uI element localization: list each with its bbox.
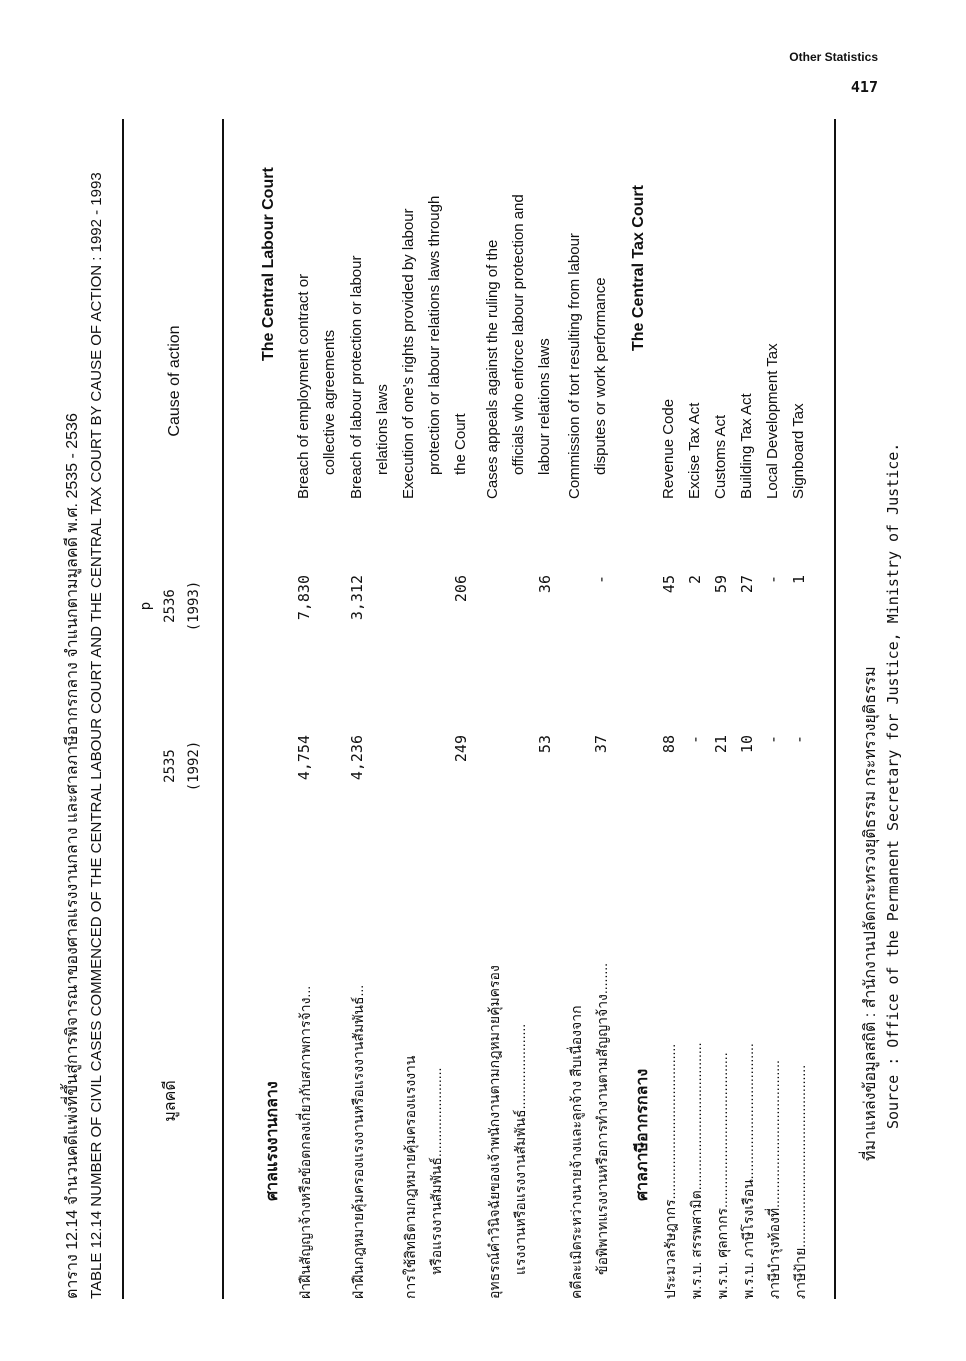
section-title-labour-thai: ศาลแรงงานกลาง (264, 1081, 281, 1201)
row-value-1992: 249 (452, 735, 470, 763)
row-cause-thai: แรงงานหรือแรงงานสัมพันธ์...................... (512, 1023, 528, 1275)
row-value-1992: 4,754 (295, 735, 313, 781)
col-header-1993: (1993) (186, 580, 202, 632)
col-header-1992: (1992) (186, 740, 202, 792)
row-value-1993: - (592, 575, 610, 585)
row-cause-english: the Court (452, 413, 469, 475)
row-value-1993: - (764, 575, 782, 585)
table-title-thai: ตาราง 12.14 จำนวนคดีแพ่งที่ขึ้นสู่การพิจารณาของศาลแรงงานกลาง และศาลภาษีอากรกลาง จำแนกตามมูลคดี พ.ศ. 2535 - 2536 (64, 413, 81, 1299)
col-header-cause-thai: มูลคดี (162, 1080, 179, 1122)
section-title-tax-thai: ศาลภาษีอากรกลาง (634, 1068, 651, 1201)
col-header-2536: 2536 (162, 589, 178, 623)
row-cause-thai: หรือแรงงานสัมพันธ์....................... (428, 1067, 444, 1275)
col-header-cause-english: Cause of action (166, 325, 183, 437)
row-value-1992: 53 (536, 735, 554, 754)
top-rule (122, 119, 124, 1299)
bottom-rule (834, 119, 836, 1299)
row-cause-thai: ข้อพิพาทแรงงานหรือการทำงานตามสัญญาจ้าง........ (594, 962, 610, 1275)
row-cause-english: officials who enforce labour protection and (510, 194, 527, 475)
section-title-tax-english: The Central Tax Court (630, 185, 647, 351)
row-value-1993: 27 (738, 575, 756, 594)
row-cause-thai: การใช้สิทธิตามกฎหมายคุ้มครองแรงงาน (402, 1055, 418, 1299)
col-header-2535: 2535 (162, 749, 178, 783)
row-cause-english: Local Development Tax (764, 343, 781, 499)
row-value-1992: 88 (660, 735, 678, 754)
row-cause-english: Cases appeals against the ruling of the (484, 239, 501, 499)
row-value-1993: 36 (536, 575, 554, 594)
row-cause-english: relations laws (374, 384, 391, 475)
col-header-preliminary: p (138, 601, 154, 611)
table-title-english: TABLE 12.14 NUMBER OF CIVIL CASES COMMENCED OF THE CENTRAL LABOUR COURT AND THE CENTRAL TAX COURT BY CAUSE OF ACTION : 1992 - 1993 (88, 172, 105, 1299)
row-cause-thai: คดีละเมิดระหว่างนายจ้างและลูกจ้าง สืบเนื่องจาก (568, 1005, 584, 1299)
row-cause-thai: พ.ร.บ. ภาษีโรงเรือน................................... (740, 1043, 756, 1299)
row-cause-english: Signboard Tax (790, 403, 807, 499)
row-value-1992: - (764, 735, 782, 745)
row-value-1992: - (686, 735, 704, 745)
row-value-1993: 2 (686, 575, 704, 585)
row-cause-thai: พ.ร.บ. สรรพสามิต...................................... (688, 1042, 704, 1299)
row-value-1993: 45 (660, 575, 678, 594)
row-cause-thai: ภาษีบำรุงท้องที่...................................... (766, 1060, 782, 1299)
row-value-1993: 3,312 (348, 575, 366, 621)
row-cause-thai: ฝ่าฝืนสัญญาจ้างหรือข้อตกลงเกี่ยวกับสภาพการจ้าง... (297, 985, 313, 1299)
row-value-1992: 4,236 (348, 735, 366, 781)
row-value-1993: 7,830 (295, 575, 313, 621)
row-cause-english: Revenue Code (660, 398, 677, 499)
row-cause-english: Customs Act (712, 414, 729, 499)
row-cause-english: Execution of one's rights provided by labour (400, 208, 417, 499)
row-cause-english: Commission of tort resulting from labour (566, 233, 583, 499)
row-cause-english: collective agreements (321, 329, 338, 475)
section-title-labour-english: The Central Labour Court (260, 167, 277, 361)
row-value-1993: 1 (790, 575, 808, 585)
row-cause-thai: ประมวลรัษฎากร........................................ (662, 1043, 678, 1299)
row-cause-thai: ภาษีป้าย............................................... (792, 1064, 808, 1299)
row-value-1992: 21 (712, 735, 730, 754)
source-english: Source : Office of the Permanent Secretary for Justice, Ministry of Justice. (884, 442, 902, 1129)
page-number: 417 (850, 78, 878, 96)
source-thai: ที่มาแหล่งข้อมูลสถิติ : สำนักงานปลัดกระทรวงยุติธรรม กระทรวงยุติธรรม (862, 666, 879, 1161)
row-cause-thai: ฝ่าฝืนกฎหมายคุ้มครองแรงงานหรือแรงงานสัมพันธ์... (350, 984, 366, 1299)
row-cause-english: protection or labour relations laws through (426, 195, 443, 475)
row-cause-english: labour relations laws (536, 338, 553, 475)
header-rule (222, 119, 224, 1299)
row-value-1993: 59 (712, 575, 730, 594)
row-cause-english: Breach of employment contract or (295, 273, 312, 499)
row-value-1992: 10 (738, 735, 756, 754)
row-cause-english: Excise Tax Act (686, 402, 703, 499)
row-cause-thai: พ.ร.บ. ศุลกากร........................................ (714, 1052, 730, 1299)
row-value-1992: 37 (592, 735, 610, 754)
row-cause-thai: อุทธรณ์คำวินิจฉัยของเจ้าพนักงานตามกฎหมายคุ้มครอง (486, 965, 502, 1299)
row-cause-english: disputes or work performance (592, 277, 609, 475)
row-value-1992: - (790, 735, 808, 745)
row-value-1993: 206 (452, 575, 470, 603)
row-cause-english: Building Tax Act (738, 393, 755, 499)
row-cause-english: Breach of labour protection or labour (348, 255, 365, 499)
section-label: Other Statistics (789, 50, 878, 64)
